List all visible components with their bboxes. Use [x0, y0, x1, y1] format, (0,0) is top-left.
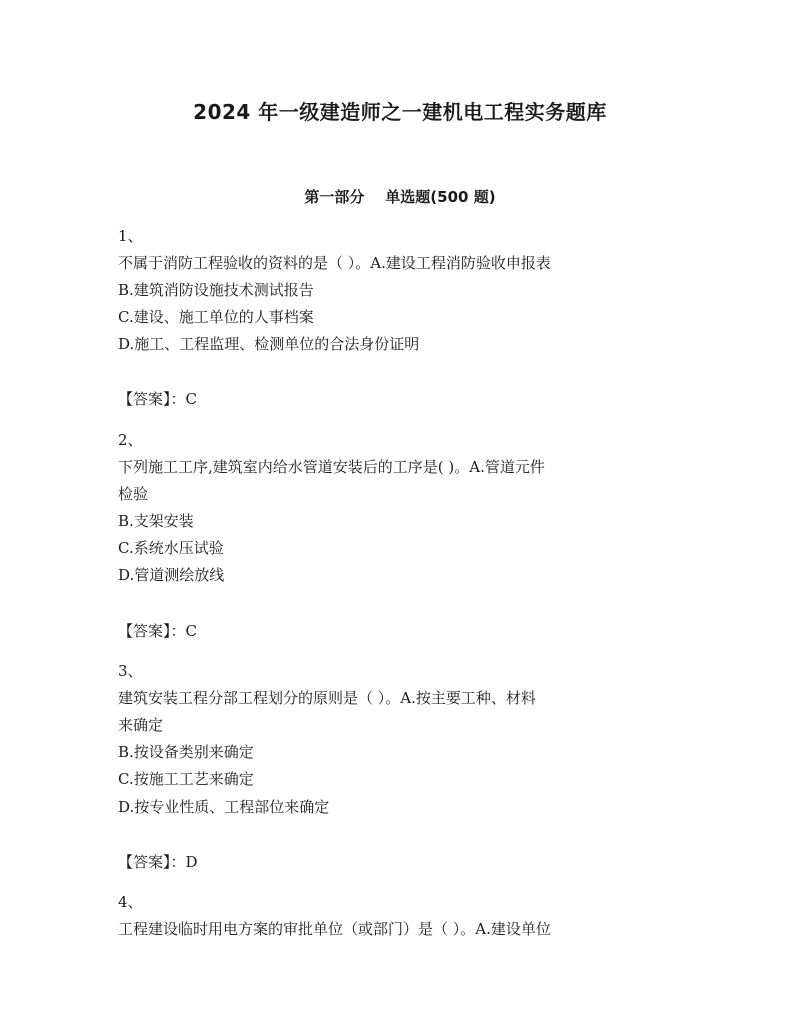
question-number: 2、 [118, 431, 143, 449]
option-c: C.按施工工艺来确定 [118, 770, 254, 788]
option-c: C.系统水压试验 [118, 539, 224, 557]
option-d: D.管道测绘放线 [118, 566, 225, 584]
question-stem-line1: 下列施工工序,建筑室内给水管道安装后的工序是( )。A.管道元件 [118, 458, 545, 476]
option-d: D.施工、工程监理、检测单位的合法身份证明 [118, 335, 420, 353]
question-stem-line1: 建筑安装工程分部工程划分的原则是（ ）。A.按主要工种、材料 [118, 689, 536, 707]
section-title: 第一部分 单选题(500 题) [304, 188, 496, 206]
question-stem: 不属于消防工程验收的资料的是（ ）。A.建设工程消防验收申报表 [118, 254, 551, 272]
question-number: 1、 [118, 227, 143, 245]
question-number: 4、 [118, 893, 143, 911]
question-stem-line2: 检验 [118, 485, 149, 503]
option-b: B.建筑消防设施技术测试报告 [118, 281, 314, 299]
answer-line: 【答案】：C [118, 622, 197, 640]
option-c: C.建设、施工单位的人事档案 [118, 308, 314, 326]
document-title: 2024 年一级建造师之一建机电工程实务题库 [193, 100, 607, 124]
question-stem-line2: 来确定 [118, 716, 164, 734]
question-stem: 工程建设临时用电方案的审批单位（或部门）是（ ）。A.建设单位 [118, 920, 551, 938]
question-number: 3、 [118, 662, 143, 680]
option-b: B.按设备类别来确定 [118, 743, 254, 761]
answer-line: 【答案】：D [118, 853, 198, 871]
option-b: B.支架安装 [118, 512, 194, 530]
answer-line: 【答案】：C [118, 390, 197, 408]
option-d: D.按专业性质、工程部位来确定 [118, 798, 330, 816]
